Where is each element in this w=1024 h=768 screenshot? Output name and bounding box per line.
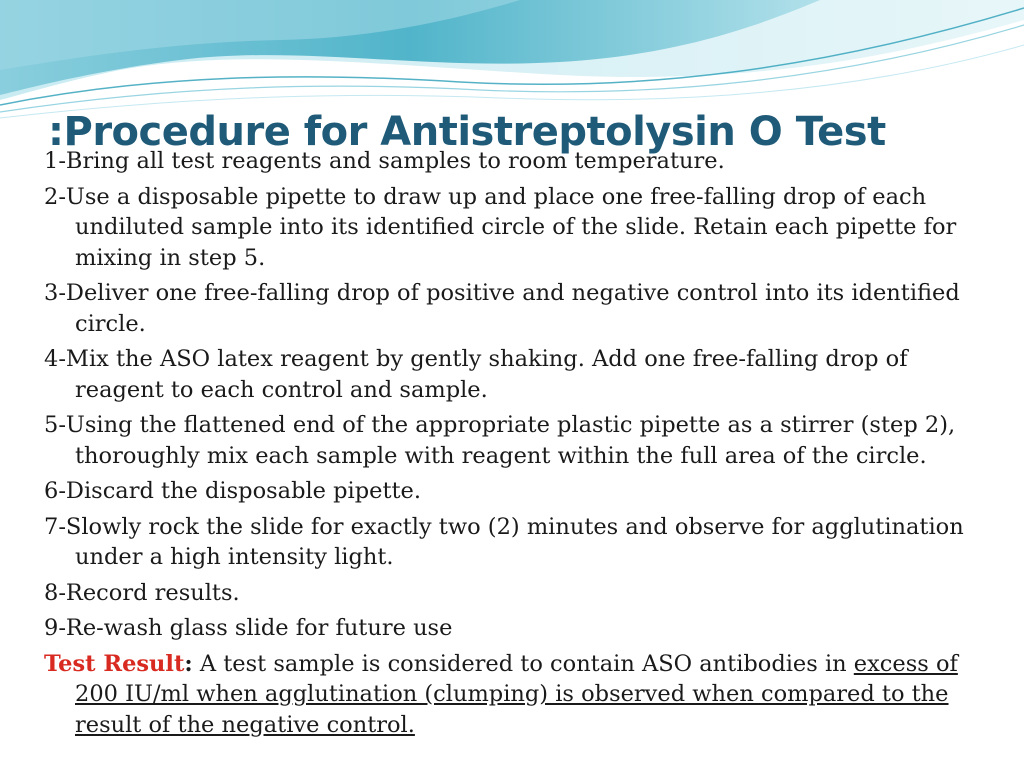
test-result-paragraph: [44, 649, 964, 741]
procedure-body: [44, 146, 964, 740]
test-result-underlined-text: excess of 200 IU/ml when agglutination (clumping) is observed when compared to the result of the negative control.: [75, 650, 958, 738]
procedure-step-3: 3-Deliver one free-falling drop of positive and negative control into its identified circle.: [44, 280, 960, 337]
procedure-step-8: 8-Record results.: [44, 579, 240, 606]
slide-title: :Procedure for Antistreptolysin O Test: [48, 109, 886, 155]
procedure-step-1: 1-Bring all test reagents and samples to room temperature.: [44, 148, 725, 174]
test-result-colon: :: [184, 650, 193, 677]
test-result-text: A test sample is considered to contain ASO antibodies in: [192, 650, 847, 677]
procedure-step-7: 7-Slowly rock the slide for exactly two (2) minutes and observe for agglutination under a high intensity light.: [44, 513, 964, 570]
procedure-step-2: 2-Use a disposable pipette to draw up and place one free-falling drop of each undiluted sample into its identified circle of the slide. Retain each pipette for mixing in step 5.: [44, 183, 957, 271]
procedure-step-6: 6-Discard the disposable pipette.: [44, 478, 422, 504]
procedure-step-5: 5-Using the flattened end of the appropriate plastic pipette as a stirrer (step 2), thoroughly mix each sample with reagent within the full area of the circle.: [44, 412, 956, 469]
procedure-step-9: 9-Re-wash glass slide for future use: [44, 615, 453, 641]
test-result-label: Test Result: [44, 650, 185, 677]
procedure-step-4: 4-Mix the ASO latex reagent by gently shaking. Add one free-falling drop of reagent to each control and sample.: [44, 346, 908, 403]
